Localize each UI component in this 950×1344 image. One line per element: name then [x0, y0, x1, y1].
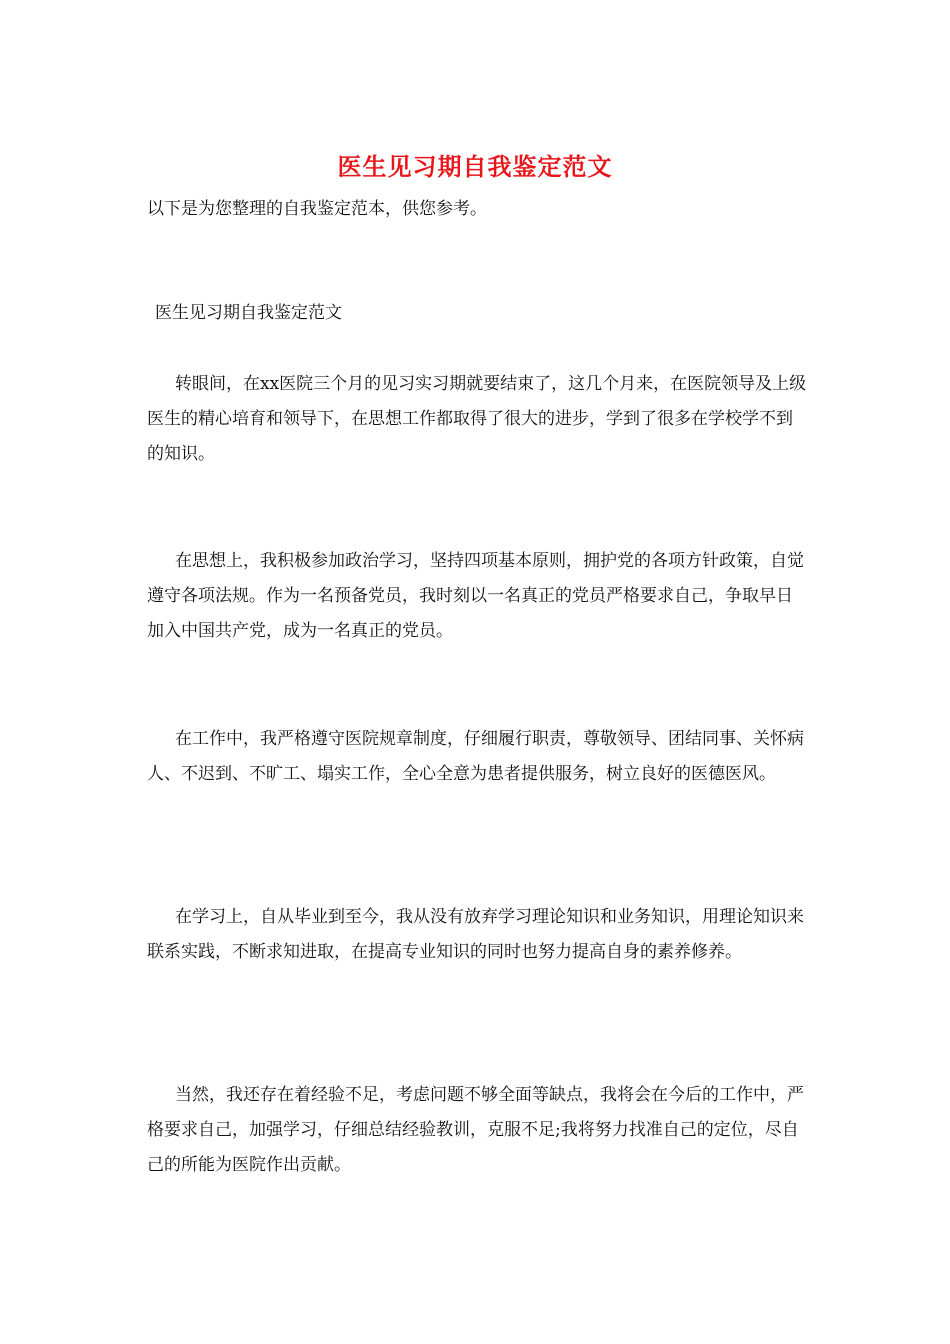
- section-heading: 医生见习期自我鉴定范文: [155, 303, 342, 323]
- paragraph-2: 在思想上，我积极参加政治学习，坚持四项基本原则，拥护党的各项方针政策，自觉遵守各项法规。作为一名预备党员，我时刻以一名真正的党员严格要求自己，争取早日加入中国共产党，成为一名真正的党员。: [147, 551, 804, 641]
- paragraph-4: 在学习上，自从毕业到至今，我从没有放弃学习理论知识和业务知识，用理论知识来联系实践，不断求知进取，在提高专业知识的同时也努力提高自身的素养修养。: [147, 907, 804, 962]
- paragraph-3: 在工作中，我严格遵守医院规章制度，仔细履行职责，尊敬领导、团结同事、关怀病人、不迟到、不旷工、塌实工作，全心全意为患者提供服务，树立良好的医德医风。: [147, 729, 804, 784]
- paragraph-5: 当然，我还存在着经验不足，考虑问题不够全面等缺点，我将会在今后的工作中，严格要求自己，加强学习，仔细总结经验教训，克服不足;我将努力找准自己的定位，尽自己的所能为医院作出贡献。: [147, 1085, 804, 1175]
- document-title: 医生见习期自我鉴定范文: [337, 152, 613, 181]
- intro-text: 以下是为您整理的自我鉴定范本，供您参考。: [147, 199, 487, 219]
- paragraph-1: 转眼间，在xx医院三个月的见习实习期就要结束了，这几个月来，在医院领导及上级医生的精心培育和领导下，在思想工作都取得了很大的进步，学到了很多在学校学不到的知识。: [147, 374, 807, 464]
